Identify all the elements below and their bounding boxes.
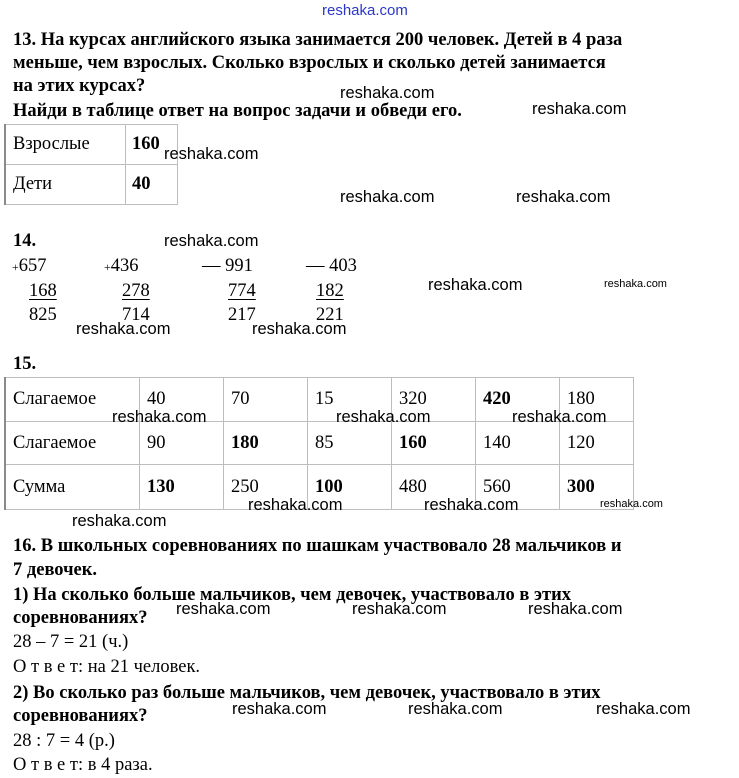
task15-r1-c2: 70 [224,378,308,422]
watermark-text: reshaka.com [408,700,503,718]
task14-col4-top: 403 [329,256,357,276]
task16-q2-line1: 2) Во сколько раз больше мальчиков, чем девочек, участвовало в этих [13,683,601,703]
task13-label-children: Дети [5,165,126,205]
task13-line2: меньше, чем взрослых. Сколько взрослых и сколько детей занимается [13,53,606,73]
watermark-text: reshaka.com [424,496,519,514]
watermark-text: reshaka.com [340,84,435,102]
watermark-text: reshaka.com [516,188,611,206]
task14-col3-top-row [202,256,253,277]
task15-row3-label: Сумма [5,465,140,510]
watermark-text: reshaka.com [336,408,431,426]
watermark-text: reshaka.com [76,320,171,338]
plus-sign-icon: + [12,260,19,274]
minus-sign-icon: — [202,256,221,276]
task15-r3-c5: 560 [476,465,560,510]
watermark-text: reshaka.com [532,100,627,118]
task14-col1-result: 825 [29,305,57,325]
task15-row-addend2 [5,422,634,465]
task13-label-adults: Взрослые [5,125,126,165]
task16-q2-line2: соревнованиях? [13,706,148,726]
task15-r2-c6: 120 [560,422,634,465]
task16-q1-answer: О т в е т: на 21 человек. [13,657,201,677]
task15-r1-c1: 40 [140,378,224,422]
task15-r2-c2: 180 [224,422,308,465]
task13-line3: на этих курсах? [13,76,146,96]
task16-q2-answer: О т в е т: в 4 раза. [13,755,153,775]
task14-col2-top-row [104,256,139,277]
watermark-text: reshaka.com [528,600,623,618]
watermark-text: reshaka.com [604,278,667,290]
task16-q1-calc: 28 – 7 = 21 (ч.) [13,632,129,652]
task15-r1-c4: 320 [392,378,476,422]
task15-r2-c4: 160 [392,422,476,465]
task14-col4-top-row [306,256,357,277]
task13-value-children: 40 [126,165,178,205]
minus-sign-icon: — [306,256,325,276]
task14-col3-top: 991 [225,256,253,276]
task15-r1-c3: 15 [308,378,392,422]
task14-number: 14. [13,231,37,251]
task14-col1-top: 657 [18,256,47,276]
watermark-text: reshaka.com [112,408,207,426]
task13-row-adults [5,125,178,165]
task16-q1-line2: соревнованиях? [13,608,148,628]
task14-col3-result: 217 [228,305,256,325]
task13-table [4,124,178,205]
watermark-text: reshaka.com [232,700,327,718]
task15-r1-c5: 420 [476,378,560,422]
task16-q2-calc: 28 : 7 = 4 (р.) [13,731,115,751]
task14-col4-result: 221 [316,305,344,325]
watermark-text: reshaka.com [248,496,343,514]
watermark-text: reshaka.com [352,600,447,618]
task15-r3-c6: 300 [560,465,634,510]
task16-line2: 7 девочек. [13,560,98,580]
task15-row1-label: Слагаемое [5,378,140,422]
task13-row-children [5,165,178,205]
task15-r2-c3: 85 [308,422,392,465]
watermark-text: reshaka.com [252,320,347,338]
task13-line1: 13. На курсах английского языка занимается 200 человек. Детей в 4 раза [13,30,623,50]
task14-col2-result: 714 [122,305,150,325]
task15-r3-c1: 130 [140,465,224,510]
task15-r3-c4: 480 [392,465,476,510]
task13-value-adults: 160 [126,125,178,165]
watermark-text: reshaka.com [176,600,271,618]
task16-line1: 16. В школьных соревнованиях по шашкам участвовало 28 мальчиков и [13,536,622,556]
task14-col2-top: 436 [110,256,139,276]
task15-number: 15. [13,354,37,374]
plus-sign-icon: + [104,260,111,274]
watermark-text: reshaka.com [428,276,523,294]
task14-col4-bottom: 182 [316,281,344,301]
task14-col1-top-row [12,256,47,277]
task15-r3-c2: 250 [224,465,308,510]
task14-col2-bottom: 278 [122,281,150,301]
watermark-text: reshaka.com [596,700,691,718]
watermark-top: reshaka.com [322,2,408,19]
task15-r2-c5: 140 [476,422,560,465]
task14-col3-bottom: 774 [228,281,256,301]
watermark-text: reshaka.com [340,188,435,206]
task15-r1-c6: 180 [560,378,634,422]
task13-line4: Найди в таблице ответ на вопрос задачи и обведи его. [13,101,462,121]
task15-r3-c3: 100 [308,465,392,510]
watermark-text: reshaka.com [512,408,607,426]
task15-r2-c1: 90 [140,422,224,465]
watermark-text: reshaka.com [164,145,259,163]
watermark-text: reshaka.com [600,498,663,510]
task14-col1-bottom: 168 [29,281,57,301]
watermark-text: reshaka.com [72,512,167,530]
task15-row2-label: Слагаемое [5,422,140,465]
task15-table [4,377,634,510]
watermark-text: reshaka.com [164,232,259,250]
task16-q1-line1: 1) На сколько больше мальчиков, чем девочек, участвовало в этих [13,585,571,605]
